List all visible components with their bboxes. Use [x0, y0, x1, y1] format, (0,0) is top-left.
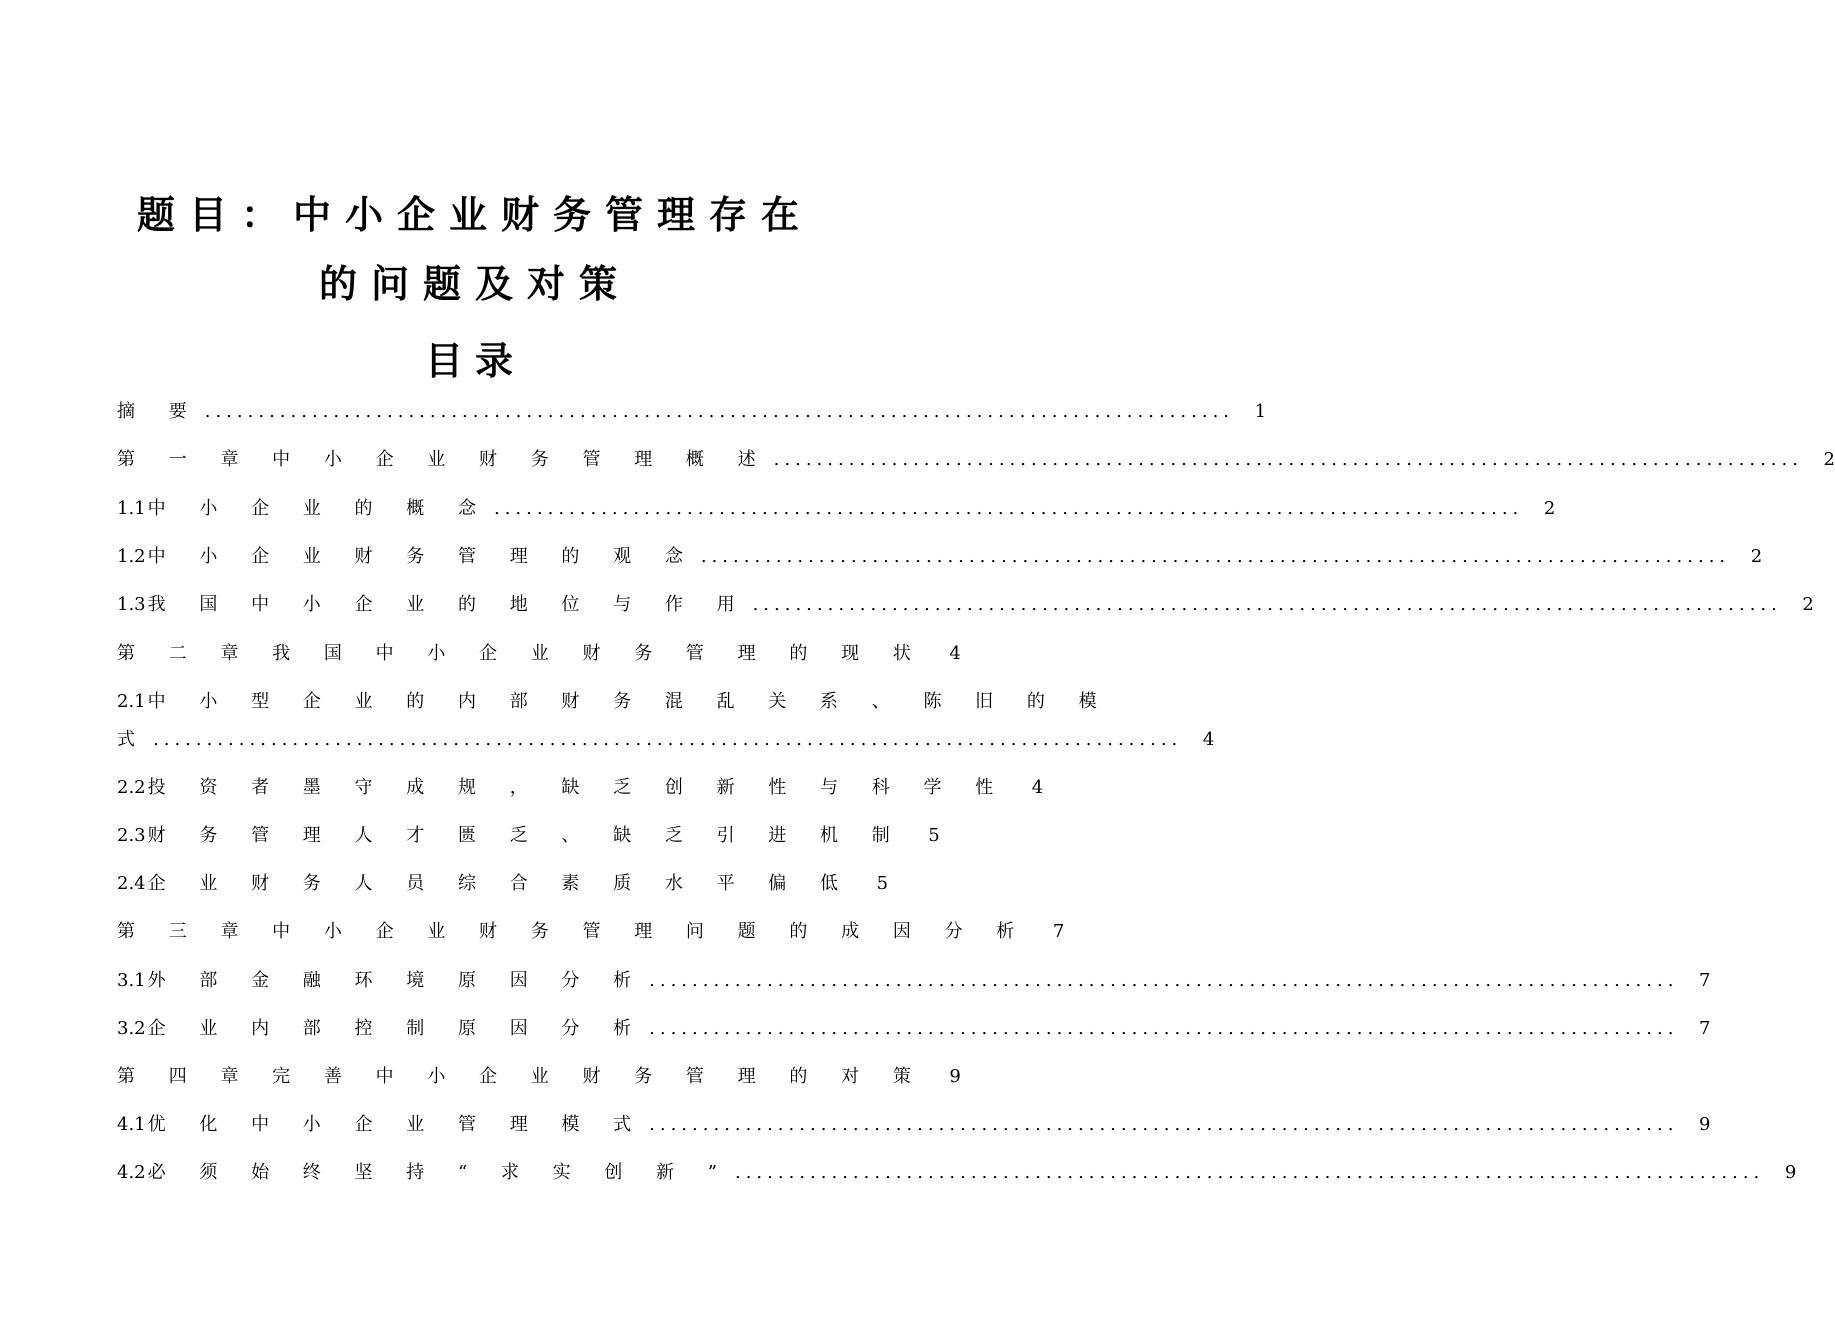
- toc-leader-dots: ................................................................................................: [700, 546, 1731, 567]
- toc-section-number: 3.1: [117, 970, 146, 991]
- toc-entry[interactable]: [117, 447, 1835, 473]
- toc-entry[interactable]: [117, 871, 889, 897]
- toc-entry-label: 中 小 企 业 财 务 管 理 的 观 念: [147, 546, 697, 567]
- toc-entry-label: 必 须 始 终 坚 持 “ 求 实 创 新 ”: [147, 1162, 731, 1183]
- toc-leader-dots: ................................................................................................: [734, 1162, 1765, 1183]
- toc-section-number: 1.2: [117, 546, 146, 567]
- toc-leader-dots: ................................................................................................: [649, 1018, 1679, 1039]
- toc-entry[interactable]: [117, 823, 940, 849]
- toc-entry-label: 第 四 章 完 善 中 小 企 业 财 务 管 理 的 对 策: [117, 1066, 925, 1087]
- toc-entry[interactable]: [117, 1112, 1711, 1138]
- toc-entry[interactable]: [117, 592, 1814, 618]
- document-title-line-2: 的问题及对策: [318, 262, 631, 306]
- toc-section-number: 2.2: [117, 777, 146, 798]
- toc-entry[interactable]: [117, 1064, 961, 1090]
- toc-entry[interactable]: [117, 727, 1215, 753]
- toc-page-number: 4: [1031, 777, 1044, 798]
- toc-entry[interactable]: [117, 544, 1763, 570]
- toc-section-number: 1.1: [117, 498, 146, 519]
- toc-entry-label: 优 化 中 小 企 业 管 理 模 式: [147, 1114, 646, 1135]
- toc-page-number: 4: [1202, 729, 1215, 750]
- toc-entry-label: 企 业 内 部 控 制 原 因 分 析: [147, 1018, 646, 1039]
- toc-page-number: 9: [1784, 1162, 1797, 1183]
- toc-entry[interactable]: [117, 1160, 1797, 1186]
- toc-entry-wrapped-line[interactable]: [117, 689, 1111, 715]
- toc-entry-label: 企 业 财 务 人 员 综 合 素 质 水 平 偏 低: [147, 873, 853, 894]
- toc-entry-label: 第 一 章 中 小 企 业 财 务 管 理 概 述: [117, 449, 770, 470]
- toc-entry[interactable]: [117, 775, 1044, 801]
- toc-section-number: 1.3: [117, 594, 146, 615]
- toc-section-number: 3.2: [117, 1018, 146, 1039]
- toc-page-number: 9: [1698, 1114, 1711, 1135]
- toc-entry-label: 财 务 管 理 人 才 匮 乏 、 缺 乏 引 进 机 制: [147, 825, 904, 846]
- toc-leader-dots: ................................................................................................: [493, 498, 1524, 519]
- toc-entry[interactable]: [117, 1016, 1711, 1042]
- toc-leader-dots: ................................................................................................: [773, 449, 1803, 470]
- toc-page-number: 9: [949, 1066, 961, 1087]
- toc-heading: 目录: [424, 339, 525, 383]
- toc-page-number: 5: [928, 825, 940, 846]
- toc-page-number: 4: [949, 643, 961, 664]
- toc-entry-label-continued: 式: [117, 729, 149, 750]
- toc-page-number: 7: [1052, 921, 1065, 942]
- toc-page-number: 2: [1823, 449, 1835, 470]
- toc-entry-label: 摘 要: [117, 401, 201, 422]
- toc-entry-label: 中 小 型 企 业 的 内 部 财 务 混 乱 关 系 、 陈 旧 的 模: [147, 691, 1111, 712]
- toc-entry[interactable]: [117, 641, 961, 667]
- toc-page-number: 2: [1543, 498, 1556, 519]
- toc-entry-label: 外 部 金 融 环 境 原 因 分 析: [147, 970, 646, 991]
- toc-entry-label: 投 资 者 墨 守 成 规 ， 缺 乏 创 新 性 与 科 学 性: [147, 777, 1008, 798]
- toc-section-number: 2.1: [117, 691, 146, 712]
- toc-entry-label: 中 小 企 业 的 概 念: [147, 498, 490, 519]
- toc-leader-dots: ................................................................................................: [649, 1114, 1679, 1135]
- toc-leader-dots: ................................................................................................: [752, 594, 1782, 615]
- toc-entry[interactable]: [117, 399, 1267, 425]
- toc-entry-label: 第 三 章 中 小 企 业 财 务 管 理 问 题 的 成 因 分 析: [117, 921, 1029, 942]
- toc-entry-label: 我 国 中 小 企 业 的 地 位 与 作 用: [147, 594, 749, 615]
- toc-section-number: 4.2: [117, 1162, 146, 1183]
- toc-section-number: 2.3: [117, 825, 146, 846]
- toc-page-number: 2: [1750, 546, 1763, 567]
- toc-leader-dots: ................................................................................................: [649, 970, 1679, 991]
- toc-page-number: 1: [1254, 401, 1267, 422]
- toc-page-number: 7: [1698, 1018, 1711, 1039]
- toc-entry[interactable]: [117, 919, 1065, 945]
- toc-page-number: 2: [1802, 594, 1814, 615]
- toc-section-number: 4.1: [117, 1114, 146, 1135]
- toc-entry-label: 第 二 章 我 国 中 小 企 业 财 务 管 理 的 现 状: [117, 643, 925, 664]
- toc-section-number: 2.4: [117, 873, 146, 894]
- toc-leader-dots: ................................................................................................: [204, 401, 1235, 422]
- toc-page-number: 5: [876, 873, 889, 894]
- toc-page-number: 7: [1698, 970, 1711, 991]
- toc-leader-dots: ................................................................................................: [153, 729, 1183, 750]
- toc-entry[interactable]: [117, 496, 1556, 522]
- document-title-line-1: 题目：中小企业财务管理存在: [136, 193, 813, 237]
- toc-entry[interactable]: [117, 968, 1711, 994]
